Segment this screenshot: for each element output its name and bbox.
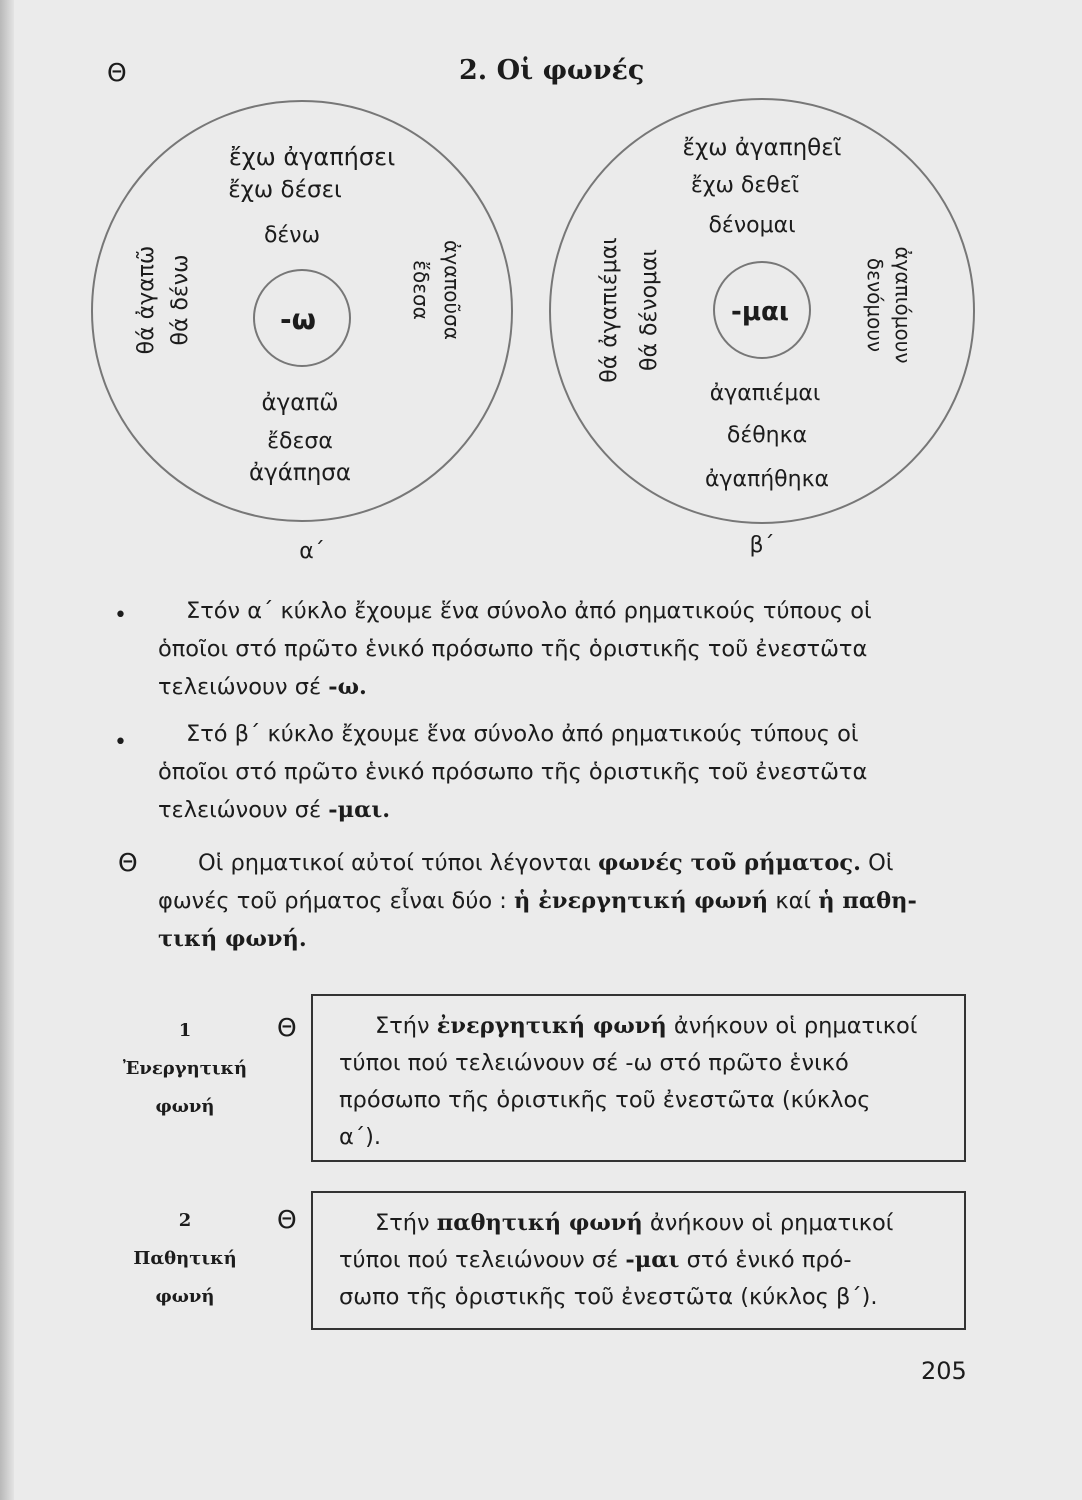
rule-1-line-2: τύποι πού τελειώνουν σέ -ω στό πρῶτο ἑνικό <box>339 1050 849 1076</box>
rule-text: τύποι πού τελειώνουν σέ <box>339 1247 619 1273</box>
circle-a-top-2: ἔχω δέσει <box>228 177 342 203</box>
voice-circles-diagram <box>0 0 1082 570</box>
circle-b-bottom-2: δέθηκα <box>726 423 808 448</box>
circle-a-bottom-3: ἀγάπησα <box>248 460 352 486</box>
rule-text: Στήν <box>375 1210 430 1236</box>
circle-b-right-1: ἀγαπιόμουν <box>891 246 915 364</box>
rule-2-line-3: σωπο τῆς ὁριστικῆς τοῦ ἐνεστῶτα (κύκλος β΄). <box>339 1284 878 1310</box>
bullet-paragraph-1 <box>158 592 978 706</box>
circle-a-left-1: θά ἀγαπῶ <box>134 245 159 355</box>
circle-a-left-2: θά δένω <box>168 254 193 346</box>
summary-term-passive-end: τική φωνή. <box>158 926 307 952</box>
rule-2-theta-marker: Θ <box>277 1205 297 1234</box>
rule-1-side-label-1: Ἐνεργητική <box>122 1058 248 1079</box>
rule-2-number: 2 <box>178 1210 192 1231</box>
circle-a-bottom-2: ἔδεσα <box>267 429 333 454</box>
rule-1-box <box>311 994 966 1162</box>
bullet-1-line-3 <box>158 668 978 706</box>
circle-b-bottom-1: ἀγαπιέμαι <box>709 381 821 406</box>
summary-term: φωνές τοῦ ρήματος. <box>597 850 861 876</box>
bullet-2-line-1: Στό β΄ κύκλο ἔχουμε ἕνα σύνολο ἀπό ρηματικούς τύπους οἱ <box>186 721 859 747</box>
summary-term-passive: ἡ παθη- <box>818 888 917 914</box>
rule-2-box <box>311 1191 966 1330</box>
rule-2-term: παθητική φωνή <box>436 1210 643 1236</box>
circle-a-bottom-1: ἀγαπῶ <box>261 390 339 416</box>
circle-b-bottom-3: ἀγαπήθηκα <box>704 467 830 492</box>
rule-2-side-label-1: Παθητική <box>133 1248 237 1269</box>
bullet-1-line-1: Στόν α΄ κύκλο ἔχουμε ἕνα σύνολο ἀπό ρηματικούς τύπους οἱ <box>186 598 872 624</box>
summary-line-1 <box>158 844 978 882</box>
rule-1-line-1 <box>339 1008 944 1045</box>
summary-text: φωνές τοῦ ρήματος εἶναι δύο : <box>158 888 507 914</box>
rule-text: ἀνήκουν οἱ ρηματικοί <box>673 1013 918 1039</box>
bullet-1-ending: -ω. <box>328 674 367 700</box>
summary-text: καί <box>775 888 812 914</box>
circle-a-label: α΄ <box>299 539 325 564</box>
summary-text: Οἱ <box>868 850 894 876</box>
circle-a-right-1: ἔδεσα <box>409 260 433 320</box>
circle-a-center: -ω <box>280 303 316 336</box>
bullet-paragraph-2 <box>158 715 978 829</box>
circle-b-left-2: θά δένομαι <box>637 249 662 371</box>
summary-line-2 <box>158 882 978 920</box>
bullet-2-line-3-text: τελειώνουν σέ <box>158 797 322 823</box>
summary-theta-marker: Θ <box>118 848 138 877</box>
rule-2-side-label-2: φωνή <box>155 1286 215 1307</box>
circle-a-top-1: ἔχω ἀγαπήσει <box>228 143 396 171</box>
circle-b-label: β΄ <box>749 533 775 558</box>
summary-line-3 <box>158 920 978 958</box>
rule-1-number: 1 <box>178 1020 192 1041</box>
page-title: 2. Οἱ φωνές <box>459 55 645 86</box>
rule-2-sidebar <box>110 1202 260 1316</box>
bullet-2-line-2: ὁποῖοι στό πρῶτο ἑνικό πρόσωπο τῆς ὁριστικῆς τοῦ ἐνεστῶτα <box>158 759 868 785</box>
summary-term-active: ἡ ἐνεργητική φωνή <box>514 888 769 914</box>
bullet-dot: • <box>114 730 127 755</box>
circle-b-left-1: θά ἀγαπιέμαι <box>597 237 622 383</box>
summary-text: Οἱ ρηματικοί αὐτοί τύποι λέγονται <box>198 850 591 876</box>
rule-1-sidebar <box>110 1012 260 1126</box>
circle-b-center: -μαι <box>731 297 789 327</box>
rule-1-term: ἐνεργητική φωνή <box>436 1013 667 1039</box>
rule-1-line-3: πρόσωπο τῆς ὁριστικῆς τοῦ ἐνεστῶτα (κύκλος <box>339 1087 871 1113</box>
page-number: 205 <box>921 1357 967 1385</box>
circle-b-top-1: ἔχω ἀγαπηθεῖ <box>682 135 842 161</box>
rule-1-line-4: α΄). <box>339 1124 382 1150</box>
bullet-1-line-3-text: τελειώνουν σέ <box>158 674 322 700</box>
circle-b-top-3: δένομαι <box>708 213 796 238</box>
circle-a-right-2: ἀγαποῦσα <box>440 240 464 340</box>
bullet-1-line-2: ὁποῖοι στό πρῶτο ἑνικό πρόσωπο τῆς ὁριστικῆς τοῦ ἐνεστῶτα <box>158 636 868 662</box>
rule-2-ending: -μαι <box>625 1247 680 1273</box>
rule-2-line-2 <box>339 1242 944 1279</box>
rule-text: στό ἑνικό πρό- <box>686 1247 852 1273</box>
summary-paragraph <box>158 844 978 958</box>
circle-a-top-3: δένω <box>263 223 321 248</box>
circle-b-right-2: δενόμουν <box>863 257 887 353</box>
bullet-2-ending: -μαι. <box>328 797 391 823</box>
rule-1-theta-marker: Θ <box>277 1013 297 1042</box>
bullet-2-line-3 <box>158 791 978 829</box>
rule-text: ἀνήκουν οἱ ρηματικοί <box>649 1210 894 1236</box>
rule-text: Στήν <box>375 1013 430 1039</box>
rule-2-line-1 <box>339 1205 944 1242</box>
bullet-dot: • <box>114 603 127 628</box>
circle-b-top-2: ἔχω δεθεῖ <box>690 173 800 198</box>
rule-1-side-label-2: φωνή <box>155 1096 215 1117</box>
section-theta-marker: Θ <box>107 58 127 87</box>
